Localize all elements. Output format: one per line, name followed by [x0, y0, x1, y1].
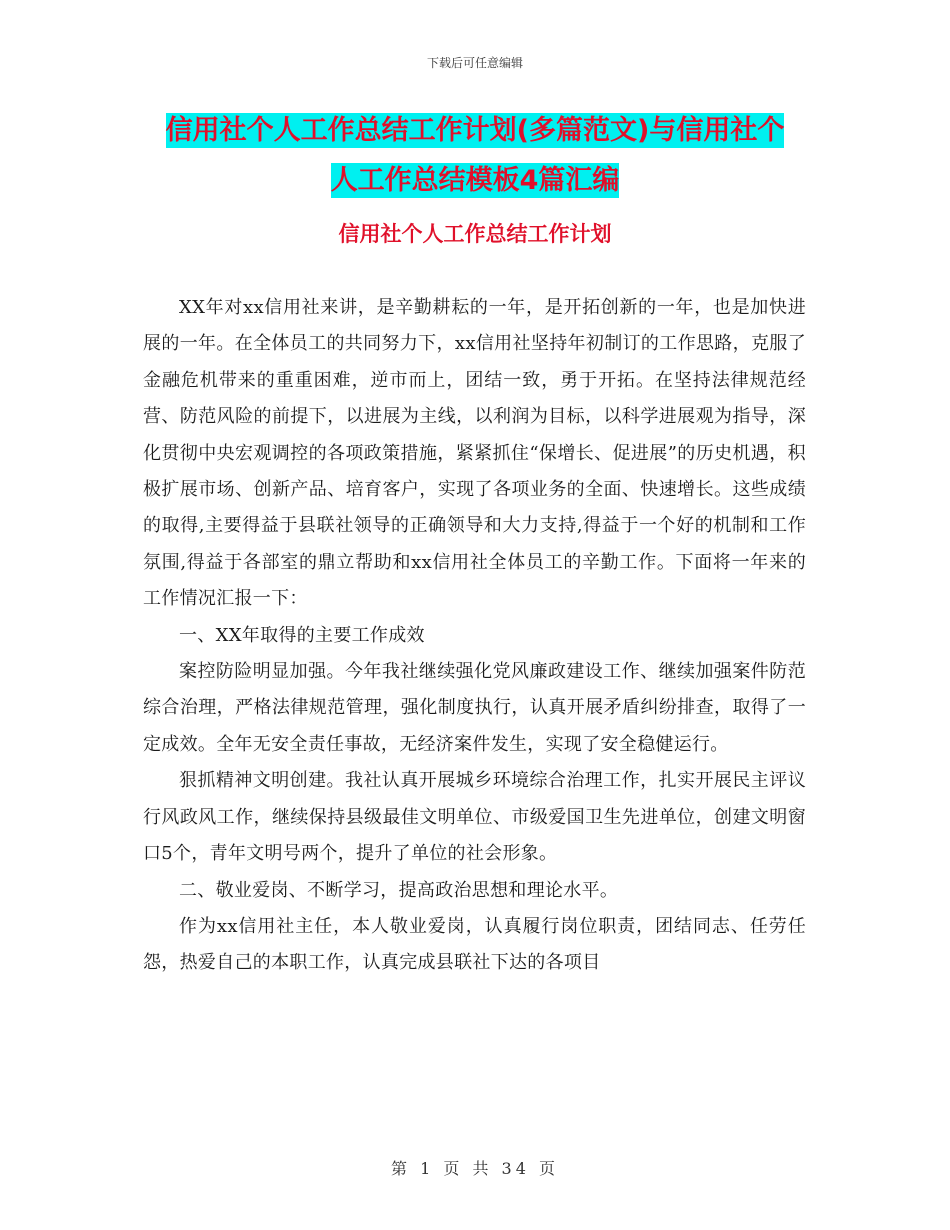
- paragraph: 一、XX年取得的主要工作成效: [179, 624, 425, 646]
- paragraph: 狠抓精神文明创建。我社认真开展城乡环境综合治理工作，扎实开展民主评议行风政风工作，继续保持县级最佳文明单位、市级爱国卫生先进单位，创建文明窗口5个，青年文明号两个，提升了单位的社会形象。: [143, 770, 806, 865]
- page-number-footer: 第 1 页 共 34 页: [391, 1159, 559, 1178]
- paragraph: 二、敬业爱岗、不断学习，提高政治思想和理论水平。: [179, 879, 619, 901]
- paragraph: 作为xx信用社主任，本人敬业爱岗，认真履行岗位职责，团结同志、任劳任怨，热爱自己的本职工作，认真完成县联社下达的各项目: [143, 915, 806, 974]
- document-title: [140, 106, 810, 206]
- header-note: 下载后可任意编辑: [426, 56, 523, 70]
- title-line-1: 信用社个人工作总结工作计划(多篇范文)与信用社个: [165, 115, 785, 146]
- body-text: [143, 290, 806, 982]
- paragraph: XX年对xx信用社来讲，是辛勤耕耘的一年，是开拓创新的一年，也是加快进展的一年。在全体员工的共同努力下，xx信用社坚持年初制订的工作思路，克服了金融危机带来的重重困难，逆市而上，团结一致，勇于开拓。在坚持法律规范经营、防范风险的前提下，以进展为主线，以利润为目标，以科学进展观为指导，深化贯彻中央宏观调控的各项政策措施，紧紧抓住“保增长、促进展”的历史机遇，积极扩展市场、创新产品、培育客户，实现了各项业务的全面、快速增长。这些成绩的取得,主要得益于县联社领导的正确领导和大力支持,得益于一个好的机制和工作氛围,得益于各部室的鼎立帮助和xx信用社全体员工的辛勤工作。下面将一年来的工作情况汇报一下：: [143, 297, 806, 610]
- section-title: 信用社个人工作总结工作计划: [338, 222, 612, 246]
- paragraph: 案控防险明显加强。今年我社继续强化党风廉政建设工作、继续加强案件防范综合治理，严格法律规范管理，强化制度执行，认真开展矛盾纠纷排查，取得了一定成效。全年无安全责任事故，无经济案件发生，实现了安全稳健运行。: [143, 661, 806, 755]
- title-line-2: 人工作总结模板4篇汇编: [330, 165, 620, 196]
